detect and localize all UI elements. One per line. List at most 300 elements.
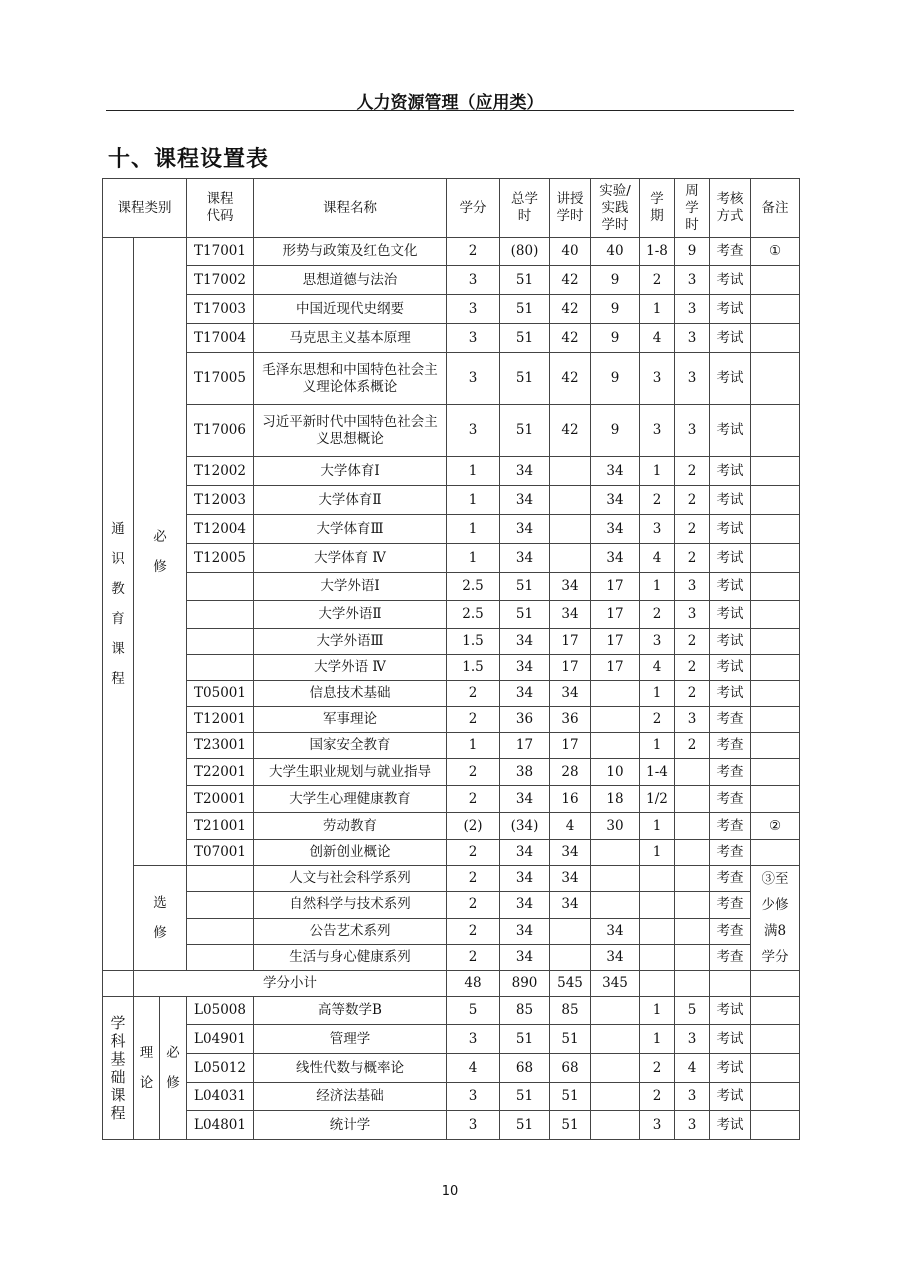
table-row — [103, 655, 800, 681]
cell-total: 34 — [500, 840, 550, 866]
cell-note — [751, 655, 800, 681]
table-header-row — [103, 179, 800, 238]
cell-exam: 考试 — [710, 1111, 751, 1140]
cell-weekly: 2 — [675, 486, 710, 515]
cell-term: 1 — [640, 997, 675, 1025]
cell-term: 2 — [640, 266, 675, 295]
cell-name: 形势与政策及红色文化 — [254, 238, 447, 266]
cell-note — [751, 733, 800, 759]
cell-lecture — [550, 457, 591, 486]
header-code: 课程代码 — [187, 179, 254, 238]
cell-note — [751, 601, 800, 629]
cell-credit: 2 — [447, 866, 500, 892]
cell-total: 34 — [500, 892, 550, 918]
cell-practice: 9 — [591, 266, 640, 295]
cell-term: 4 — [640, 324, 675, 353]
cell-total: 68 — [500, 1054, 550, 1083]
cell-term: 2 — [640, 1054, 675, 1083]
cell-code: T17001 — [187, 238, 254, 266]
cell-term: 2 — [640, 1083, 675, 1111]
cell-note — [751, 324, 800, 353]
group-general-education — [103, 238, 134, 971]
cell-code: T12005 — [187, 544, 254, 573]
cell-credit: 3 — [447, 324, 500, 353]
cell-exam: 考试 — [710, 1025, 751, 1054]
cell-practice: 9 — [591, 295, 640, 324]
cell-total: 34 — [500, 544, 550, 573]
cell-practice: 9 — [591, 324, 640, 353]
cell-total: 34 — [500, 866, 550, 892]
table-row — [103, 1083, 800, 1111]
cell-term: 1 — [640, 573, 675, 601]
cell-code: T22001 — [187, 759, 254, 786]
cell-practice: 34 — [591, 918, 640, 944]
cell-note — [751, 405, 800, 457]
cell-note — [751, 997, 800, 1025]
document-header-title: 人力资源管理（应用类） — [356, 93, 544, 113]
subgroup-basic-required — [160, 997, 187, 1140]
header-total-hours: 总学时 — [500, 179, 550, 238]
cell-name: 劳动教育 — [254, 813, 447, 840]
cell-code: T12001 — [187, 707, 254, 733]
cell-lecture — [550, 544, 591, 573]
cell-exam: 考试 — [710, 1083, 751, 1111]
cell-practice — [591, 1111, 640, 1140]
cell-exam: 考试 — [710, 266, 751, 295]
table-row — [103, 573, 800, 601]
table-row — [103, 238, 800, 266]
cell-weekly: 3 — [675, 601, 710, 629]
cell-practice: 9 — [591, 353, 640, 405]
cell-code: L04901 — [187, 1025, 254, 1054]
cell-lecture: 34 — [550, 573, 591, 601]
cell-term: 1 — [640, 1025, 675, 1054]
cell-weekly: 2 — [675, 681, 710, 707]
cell-note — [751, 266, 800, 295]
cell-exam: 考试 — [710, 681, 751, 707]
cell-weekly: 3 — [675, 353, 710, 405]
cell-total: (80) — [500, 238, 550, 266]
cell-term: 2 — [640, 486, 675, 515]
cell-note — [751, 681, 800, 707]
cell-credit: 1 — [447, 486, 500, 515]
cell-code: T12004 — [187, 515, 254, 544]
table-row — [103, 457, 800, 486]
cell-weekly — [675, 840, 710, 866]
cell-name: 军事理论 — [254, 707, 447, 733]
cell-name: 国家安全教育 — [254, 733, 447, 759]
cell-note — [751, 573, 800, 601]
subtotal-lecture: 545 — [550, 971, 591, 997]
cell-lecture: 34 — [550, 892, 591, 918]
cell-weekly — [675, 866, 710, 892]
cell-term: 4 — [640, 655, 675, 681]
cell-code: T17003 — [187, 295, 254, 324]
cell-exam: 考试 — [710, 295, 751, 324]
cell-term: 1 — [640, 733, 675, 759]
cell-exam: 考试 — [710, 544, 751, 573]
cell-code — [187, 655, 254, 681]
cell-weekly: 4 — [675, 1054, 710, 1083]
header-rule — [106, 110, 794, 111]
cell-weekly: 2 — [675, 457, 710, 486]
page-number: 10 — [441, 1184, 459, 1199]
cell-exam: 考试 — [710, 324, 751, 353]
cell-lecture: 17 — [550, 629, 591, 655]
cell-name: 线性代数与概率论 — [254, 1054, 447, 1083]
cell-practice — [591, 840, 640, 866]
table-row — [103, 681, 800, 707]
cell-exam: 考查 — [710, 238, 751, 266]
header-weekly-hours: 周学时 — [675, 179, 710, 238]
cell-note — [751, 1025, 800, 1054]
cell-term — [640, 944, 675, 970]
cell-lecture: 51 — [550, 1083, 591, 1111]
cell-code: T05001 — [187, 681, 254, 707]
subgroup-theory-text: 理论 — [139, 1045, 154, 1091]
header-lecture-hours: 讲授学时 — [550, 179, 591, 238]
cell-total: 34 — [500, 681, 550, 707]
cell-exam: 考试 — [710, 457, 751, 486]
cell-code: L04031 — [187, 1083, 254, 1111]
cell-name: 大学外语Ⅰ — [254, 573, 447, 601]
group-discipline-basic — [103, 997, 134, 1140]
cell-lecture: 16 — [550, 786, 591, 813]
cell-total: 51 — [500, 1025, 550, 1054]
table-row — [103, 544, 800, 573]
cell-credit: 1.5 — [447, 629, 500, 655]
cell-credit: 2 — [447, 238, 500, 266]
cell-name: 思想道德与法治 — [254, 266, 447, 295]
cell-credit: 5 — [447, 997, 500, 1025]
cell-credit: 3 — [447, 266, 500, 295]
cell-weekly: 9 — [675, 238, 710, 266]
cell-note: ② — [751, 813, 800, 840]
cell-code: T17004 — [187, 324, 254, 353]
cell-exam: 考试 — [710, 573, 751, 601]
cell-weekly: 2 — [675, 544, 710, 573]
cell-practice: 40 — [591, 238, 640, 266]
elective-note — [751, 866, 800, 971]
cell-credit: 2.5 — [447, 573, 500, 601]
cell-lecture: 42 — [550, 324, 591, 353]
cell-exam: 考查 — [710, 840, 751, 866]
cell-credit: 2 — [447, 759, 500, 786]
cell-total: 51 — [500, 1111, 550, 1140]
cell-lecture: 34 — [550, 601, 591, 629]
cell-code: T07001 — [187, 840, 254, 866]
cell-exam: 考查 — [710, 759, 751, 786]
cell-credit: 2 — [447, 681, 500, 707]
cell-total: 34 — [500, 944, 550, 970]
cell-credit: 2 — [447, 840, 500, 866]
cell-practice: 34 — [591, 486, 640, 515]
cell-code — [187, 573, 254, 601]
subtotal-practice: 345 — [591, 971, 640, 997]
cell-name: 大学外语 Ⅳ — [254, 655, 447, 681]
cell-name: 高等数学B — [254, 997, 447, 1025]
cell-lecture: 34 — [550, 681, 591, 707]
cell-total: 34 — [500, 457, 550, 486]
cell-name: 习近平新时代中国特色社会主义思想概论 — [254, 405, 447, 457]
cell-code: L05012 — [187, 1054, 254, 1083]
cell-credit: 3 — [447, 1025, 500, 1054]
cell-credit: 2 — [447, 892, 500, 918]
cell-weekly — [675, 918, 710, 944]
cell-practice: 34 — [591, 944, 640, 970]
subgroup-basic-required-text: 必修 — [166, 1045, 180, 1091]
table-row — [103, 944, 800, 970]
cell-name: 中国近现代史纲要 — [254, 295, 447, 324]
cell-term: 3 — [640, 515, 675, 544]
cell-credit: 1 — [447, 515, 500, 544]
cell-note — [751, 486, 800, 515]
table-body — [103, 238, 800, 1140]
cell-credit: (2) — [447, 813, 500, 840]
cell-name: 经济法基础 — [254, 1083, 447, 1111]
cell-lecture: 17 — [550, 655, 591, 681]
table-row — [103, 353, 800, 405]
cell-name: 自然科学与技术系列 — [254, 892, 447, 918]
cell-lecture: 4 — [550, 813, 591, 840]
cell-term: 1-8 — [640, 238, 675, 266]
cell-practice: 17 — [591, 601, 640, 629]
group-general-education-text: 通识教育课程 — [111, 521, 125, 687]
cell-lecture — [550, 515, 591, 544]
subtotal-empty — [751, 971, 800, 997]
cell-practice: 18 — [591, 786, 640, 813]
cell-lecture: 34 — [550, 866, 591, 892]
cell-note — [751, 707, 800, 733]
cell-exam: 考试 — [710, 997, 751, 1025]
table-row — [103, 813, 800, 840]
cell-note: ① — [751, 238, 800, 266]
cell-exam: 考试 — [710, 601, 751, 629]
table-row — [103, 786, 800, 813]
cell-total: 34 — [500, 918, 550, 944]
cell-exam: 考试 — [710, 1054, 751, 1083]
cell-total: 34 — [500, 486, 550, 515]
cell-weekly: 3 — [675, 573, 710, 601]
cell-practice: 17 — [591, 629, 640, 655]
cell-term — [640, 892, 675, 918]
header-category: 课程类别 — [103, 179, 187, 238]
subtotal-label: 学分小计 — [134, 971, 447, 997]
cell-weekly: 5 — [675, 997, 710, 1025]
cell-weekly: 3 — [675, 295, 710, 324]
cell-term: 1 — [640, 813, 675, 840]
cell-practice — [591, 681, 640, 707]
cell-code — [187, 944, 254, 970]
cell-name: 大学外语Ⅲ — [254, 629, 447, 655]
cell-weekly: 3 — [675, 707, 710, 733]
cell-note — [751, 544, 800, 573]
cell-weekly: 3 — [675, 266, 710, 295]
cell-exam: 考查 — [710, 786, 751, 813]
subgroup-required-text: 必修 — [153, 528, 167, 575]
cell-credit: 2 — [447, 786, 500, 813]
cell-practice — [591, 997, 640, 1025]
table-row — [103, 266, 800, 295]
cell-credit: 1 — [447, 733, 500, 759]
subtotal-empty — [675, 971, 710, 997]
subtotal-empty — [710, 971, 751, 997]
cell-code — [187, 601, 254, 629]
header-name: 课程名称 — [254, 179, 447, 238]
cell-practice — [591, 1054, 640, 1083]
table-row — [103, 601, 800, 629]
cell-weekly: 3 — [675, 405, 710, 457]
cell-term: 1 — [640, 681, 675, 707]
cell-term: 2 — [640, 707, 675, 733]
cell-note — [751, 353, 800, 405]
cell-lecture: 85 — [550, 997, 591, 1025]
table-row — [103, 324, 800, 353]
cell-name: 信息技术基础 — [254, 681, 447, 707]
header-term: 学期 — [640, 179, 675, 238]
cell-code: T17005 — [187, 353, 254, 405]
cell-exam: 考试 — [710, 405, 751, 457]
header-credit: 学分 — [447, 179, 500, 238]
cell-total: 17 — [500, 733, 550, 759]
cell-note — [751, 759, 800, 786]
cell-total: 85 — [500, 997, 550, 1025]
cell-term: 1-4 — [640, 759, 675, 786]
cell-practice — [591, 707, 640, 733]
cell-weekly — [675, 813, 710, 840]
table-row — [103, 840, 800, 866]
cell-exam: 考试 — [710, 353, 751, 405]
cell-practice — [591, 866, 640, 892]
cell-term: 4 — [640, 544, 675, 573]
subtotal-total: 890 — [500, 971, 550, 997]
cell-weekly: 2 — [675, 629, 710, 655]
cell-credit: 2.5 — [447, 601, 500, 629]
subtotal-credit: 48 — [447, 971, 500, 997]
cell-term: 2 — [640, 601, 675, 629]
cell-credit: 3 — [447, 1083, 500, 1111]
table-row — [103, 997, 800, 1025]
cell-exam: 考查 — [710, 813, 751, 840]
cell-exam: 考试 — [710, 629, 751, 655]
cell-practice: 10 — [591, 759, 640, 786]
table-row — [103, 1111, 800, 1140]
cell-weekly — [675, 944, 710, 970]
cell-lecture: 42 — [550, 353, 591, 405]
cell-weekly — [675, 892, 710, 918]
cell-note — [751, 629, 800, 655]
table-row — [103, 918, 800, 944]
cell-total: 51 — [500, 295, 550, 324]
cell-name: 创新创业概论 — [254, 840, 447, 866]
cell-lecture — [550, 918, 591, 944]
cell-weekly: 2 — [675, 733, 710, 759]
cell-credit: 1.5 — [447, 655, 500, 681]
table-row — [103, 1025, 800, 1054]
subtotal-spacer — [103, 971, 134, 997]
cell-weekly: 2 — [675, 655, 710, 681]
cell-note — [751, 1083, 800, 1111]
cell-lecture — [550, 944, 591, 970]
cell-lecture: 17 — [550, 733, 591, 759]
cell-total: 51 — [500, 601, 550, 629]
cell-weekly — [675, 759, 710, 786]
cell-weekly: 3 — [675, 1025, 710, 1054]
table-row — [103, 629, 800, 655]
cell-note — [751, 1111, 800, 1140]
cell-term: 1 — [640, 840, 675, 866]
cell-name: 管理学 — [254, 1025, 447, 1054]
cell-credit: 3 — [447, 405, 500, 457]
cell-weekly — [675, 786, 710, 813]
cell-exam: 考查 — [710, 707, 751, 733]
cell-credit: 3 — [447, 1111, 500, 1140]
cell-name: 大学体育Ⅲ — [254, 515, 447, 544]
cell-name: 毛泽东思想和中国特色社会主义理论体系概论 — [254, 353, 447, 405]
cell-exam: 考查 — [710, 733, 751, 759]
header-exam: 考核方式 — [710, 179, 751, 238]
cell-total: 51 — [500, 405, 550, 457]
cell-practice: 34 — [591, 544, 640, 573]
table-row — [103, 486, 800, 515]
cell-lecture: 68 — [550, 1054, 591, 1083]
table-row — [103, 733, 800, 759]
cell-practice — [591, 1025, 640, 1054]
header-note: 备注 — [751, 179, 800, 238]
cell-practice: 9 — [591, 405, 640, 457]
cell-practice: 17 — [591, 655, 640, 681]
cell-total: (34) — [500, 813, 550, 840]
cell-code — [187, 629, 254, 655]
cell-lecture: 51 — [550, 1111, 591, 1140]
cell-practice: 30 — [591, 813, 640, 840]
cell-credit: 2 — [447, 707, 500, 733]
cell-weekly: 3 — [675, 324, 710, 353]
cell-lecture: 42 — [550, 405, 591, 457]
cell-total: 34 — [500, 629, 550, 655]
cell-name: 大学体育Ⅱ — [254, 486, 447, 515]
cell-term — [640, 918, 675, 944]
cell-name: 人文与社会科学系列 — [254, 866, 447, 892]
cell-practice: 34 — [591, 457, 640, 486]
cell-term: 3 — [640, 629, 675, 655]
cell-note — [751, 457, 800, 486]
cell-credit: 1 — [447, 457, 500, 486]
cell-total: 51 — [500, 573, 550, 601]
cell-total: 34 — [500, 515, 550, 544]
cell-credit: 1 — [447, 544, 500, 573]
cell-practice: 34 — [591, 515, 640, 544]
cell-exam: 考查 — [710, 892, 751, 918]
cell-code: T21001 — [187, 813, 254, 840]
cell-lecture: 28 — [550, 759, 591, 786]
cell-term: 1/2 — [640, 786, 675, 813]
cell-code: T17002 — [187, 266, 254, 295]
cell-credit: 3 — [447, 295, 500, 324]
subgroup-theory — [134, 997, 160, 1140]
cell-total: 38 — [500, 759, 550, 786]
cell-total: 51 — [500, 266, 550, 295]
cell-credit: 2 — [447, 918, 500, 944]
cell-term: 1 — [640, 295, 675, 324]
cell-practice — [591, 733, 640, 759]
section-title: 十、课程设置表 — [108, 147, 270, 172]
cell-exam: 考查 — [710, 918, 751, 944]
cell-term: 3 — [640, 1111, 675, 1140]
cell-practice: 17 — [591, 573, 640, 601]
cell-exam: 考试 — [710, 655, 751, 681]
elective-note-text: ③至少修满8学分 — [761, 871, 789, 965]
